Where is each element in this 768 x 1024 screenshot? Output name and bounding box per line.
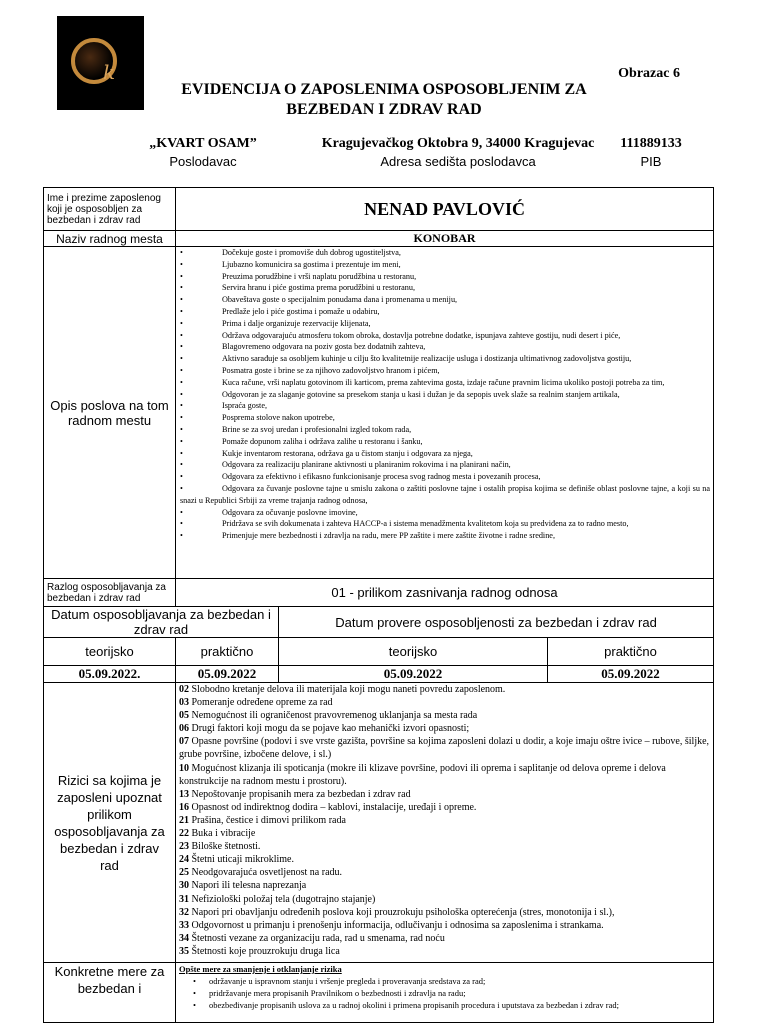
risk-item — [179, 932, 710, 945]
duty-text: Pridržava se svih dokumenata i zahteva HACCP-a i sistema menadžmenta kvalitetom koja su predviđena za to radno mesto, — [222, 519, 629, 529]
risk-text: Štetni uticaji mikroklime. — [191, 854, 294, 866]
employer-address-label: Adresa sedišta poslodavca — [380, 154, 536, 169]
risk-code: 02 — [179, 684, 189, 695]
measures-label: Konkretne mere za bezbedan i — [44, 963, 176, 1023]
duty-text: Održava odgovarajuću atmosferu tokom obroka, dostavlja potrebne dodatke, ispunjava zahteve gostiju, nudi desert i piće, — [222, 330, 621, 340]
duty-item — [180, 530, 710, 542]
duty-text: Odgovara za čuvanje poslovne tajne u smislu zakona o zaštiti poslovne tajne i ostalih propisa kojima se definiše oblast poslovne tajne, a koji su na snazi u Republici Srbiji za vreme trajanja radnog odnosa, — [180, 483, 711, 505]
risk-item — [179, 801, 710, 814]
position-value: KONOBAR — [176, 231, 714, 247]
risk-code: 30 — [179, 880, 189, 892]
risk-text: Nemogućnost ili ograničenost pravovremenog uklanjanja sa mesta rada — [191, 710, 478, 722]
duty-text: Servira hranu i piće gostima prema porudžbini u restoranu, — [222, 283, 416, 293]
duty-item — [180, 330, 710, 342]
bullet-icon: • — [180, 342, 183, 352]
risk-item — [179, 788, 710, 801]
bullet-icon: • — [180, 483, 183, 493]
risk-code: 03 — [179, 697, 189, 709]
title-line-1: EVIDENCIJA O ZAPOSLENIMA OSPOSOBLJENIM ZA — [181, 81, 587, 98]
risk-item — [179, 709, 710, 722]
risk-item — [179, 866, 710, 879]
position-label: Naziv radnog mesta — [44, 231, 176, 247]
bullet-icon: • — [180, 377, 183, 387]
duty-item — [180, 365, 710, 377]
risks-container — [179, 683, 710, 958]
date-header-row — [44, 607, 714, 638]
training-theory-label: teorijsko — [44, 638, 176, 666]
risk-text: Napori ili telesna naprezanja — [191, 880, 307, 892]
risk-text: Napori pri obavljanju određenih poslova koji prouzrokuju psihološka opterećenja (stres, monotonija i sl.), — [191, 906, 615, 918]
duty-item — [180, 282, 710, 294]
duty-item — [180, 294, 710, 306]
training-record-table — [43, 187, 714, 1023]
employee-name: NENAD PAVLOVIĆ — [176, 188, 714, 231]
risk-text: Štetnosti vezane za organizaciju rada, rad u smenama, rad noću — [191, 932, 445, 944]
bullet-icon: • — [180, 389, 183, 399]
risks-label: Rizici sa kojima je zaposleni upoznat prilikom osposobljavanja za bezbedan i zdrav rad — [44, 683, 176, 963]
measures-container — [179, 975, 710, 1011]
risk-item — [179, 735, 710, 761]
bullet-icon: • — [180, 259, 183, 269]
duty-text: Odgovara za očuvanje poslovne imovine, — [222, 507, 358, 517]
risk-code: 32 — [179, 906, 189, 918]
duty-item — [180, 271, 710, 283]
employer-address-block — [318, 136, 598, 169]
duty-text: Kukje inventarom restorana, održava ga u čistom stanju i odgovara za njega, — [222, 448, 473, 458]
risk-text: Mogućnost klizanja ili spoticanja (mokre ili klizave površine, podovi ili oprema i saplitanje od delova opreme i delova konstrukcije na radnom mestu i prostoru). — [179, 762, 666, 787]
duty-item — [180, 247, 710, 259]
risk-item — [179, 722, 710, 735]
training-practice-label: praktično — [176, 638, 279, 666]
bullet-icon: • — [180, 519, 183, 529]
employer-address: Kragujevačkog Oktobra 9, 34000 Kragujevac — [321, 136, 595, 151]
risk-item — [179, 683, 710, 696]
risk-text: Opasnost od indirektnog dodira – kablovi, instalacije, uređaji i opreme. — [191, 801, 477, 813]
duty-item — [180, 412, 710, 424]
check-theory-date: 05.09.2022 — [279, 666, 548, 683]
risk-text: Prašina, čestice i dimovi prilikom rada — [191, 814, 346, 826]
bullet-icon: • — [180, 248, 183, 257]
measures-heading: Opšte mere za smanjenje i otklanjanje rizika — [179, 964, 342, 974]
risk-text: Odgovornost u primanju i prenošenju informacija, odlučivanju i odnosima sa zaposlenima i strankama. — [191, 919, 604, 931]
risk-item — [179, 945, 710, 958]
employer-pib-label: PIB — [640, 154, 662, 169]
check-theory-label: teorijsko — [279, 638, 548, 666]
duty-item — [180, 459, 710, 471]
date-values-row — [44, 666, 714, 683]
risks-list — [176, 683, 714, 963]
risk-item — [179, 919, 710, 932]
risk-code: 10 — [179, 762, 189, 774]
risk-text: Pomeranje određene opreme za rad — [191, 697, 333, 709]
measure-item: • obezbeđivanje propisanih uslova za u radnoj okolini i primena propisanih procedura i uputstava za bezbedan i zdrav rad; — [179, 999, 710, 1011]
bullet-icon: • — [180, 448, 183, 458]
duty-text: Posmatra goste i brine se za njihovo zadovoljstvo hranom i pićem, — [222, 365, 440, 375]
risk-code: 31 — [179, 893, 189, 905]
employer-name-label: Poslodavac — [169, 154, 237, 169]
bullet-icon: • — [180, 330, 183, 340]
reason-label: Razlog osposobljavanja za bezbedan i zdrav rad — [44, 579, 176, 607]
bullet-icon: • — [180, 472, 183, 482]
bullet-icon: • — [180, 295, 183, 305]
risk-item — [179, 696, 710, 709]
date-type-row — [44, 638, 714, 666]
risk-text: Biloške štetnosti. — [191, 841, 261, 853]
employee-label: Ime i prezime zaposlenog koji je osposobljen za bezbedan i zdrav rad — [44, 188, 176, 231]
risk-item — [179, 827, 710, 840]
duty-item — [180, 353, 710, 365]
duty-text: Prima i dalje organizuje rezervacije klijenata, — [222, 318, 371, 328]
duty-item — [180, 259, 710, 271]
risk-code: 07 — [179, 736, 189, 748]
document-title — [0, 80, 768, 120]
duty-text: Brine se za svoj uredan i profesionalni izgled tokom rada, — [222, 424, 412, 434]
bullet-icon: • — [180, 413, 183, 423]
bullet-icon: • — [180, 436, 183, 446]
duty-item — [180, 341, 710, 353]
duty-item — [180, 518, 710, 530]
form-number: Obrazac 6 — [618, 66, 680, 81]
employer-pib-block — [606, 136, 696, 169]
risk-code: 13 — [179, 788, 189, 800]
duty-item — [180, 507, 710, 519]
duty-text: Dočekuje goste i promoviše duh dobrog ugostiteljstva, — [222, 248, 401, 257]
duty-text: Obaveštava goste o specijalnim ponudama dana i promenama u meniju, — [222, 295, 458, 305]
duty-item — [180, 318, 710, 330]
duty-item — [180, 400, 710, 412]
duty-text: Aktivno sarađuje sa osobljem kuhinje u cilju što kvalitetnije realizacije usluga i dostizanja ultimativnog zadovoljstva gostiju, — [222, 354, 632, 364]
bullet-icon: • — [180, 507, 183, 517]
risk-code: 21 — [179, 814, 189, 826]
check-practice-label: praktično — [548, 638, 714, 666]
bullet-icon: • — [180, 401, 183, 411]
risk-item — [179, 906, 710, 919]
risk-item — [179, 853, 710, 866]
risk-text: Slobodno kretanje delova ili materijala koji mogu naneti povredu zaposlenom. — [191, 684, 506, 695]
risk-code: 34 — [179, 932, 189, 944]
risk-code: 23 — [179, 841, 189, 853]
risks-row — [44, 683, 714, 963]
risk-text: Opasne površine (podovi i sve vrste gazišta, površine sa kojima zaposleni dolazi u dodir, a koje imaju oštre ivice – rubove, šiljke, grube površine, izbočene delove, i sl.) — [179, 736, 710, 761]
bullet-icon: • — [180, 271, 183, 281]
bullet-icon: • — [180, 318, 183, 328]
duty-text: Predlaže jelo i piće gostima i pomaže u odabiru, — [222, 306, 380, 316]
position-row — [44, 231, 714, 247]
duty-text: Ispraća goste, — [222, 401, 268, 411]
risk-text: Štetnosti koje prouzrokuju druga lica — [191, 945, 340, 957]
training-date-label: Datum osposobljavanja za bezbedan i zdrav rad — [44, 607, 279, 638]
risk-code: 16 — [179, 801, 189, 813]
duties-container — [180, 247, 710, 542]
employer-pib: 111889133 — [620, 136, 682, 151]
bullet-icon: • — [180, 365, 183, 375]
reason-value: 01 - prilikom zasnivanja radnog odnosa — [176, 579, 714, 607]
risk-text: Neodgovarajuća osvetljenost na radu. — [191, 867, 343, 879]
risk-code: 33 — [179, 919, 189, 931]
reason-row — [44, 579, 714, 607]
training-practice-date: 05.09.2022 — [176, 666, 279, 683]
duty-item — [180, 306, 710, 318]
title-line-2: BEZBEDAN I ZDRAV RAD — [286, 101, 482, 118]
check-date-label: Datum provere osposobljenosti za bezbedan i zdrav rad — [279, 607, 714, 638]
duty-item — [180, 483, 710, 507]
employer-name-block — [118, 136, 288, 169]
training-theory-date: 05.09.2022. — [44, 666, 176, 683]
risk-code: 24 — [179, 854, 189, 866]
duty-item — [180, 436, 710, 448]
check-practice-date: 05.09.2022 — [548, 666, 714, 683]
duty-text: Posprema stolove nakon upotrebe, — [222, 413, 335, 423]
duty-text: Kuca račune, vrši naplatu gotovinom ili karticom, prema zahtevima gosta, izdaje račune pravnim licima ukoliko postoji potreba za tim, — [222, 377, 665, 387]
duty-text: Primenjuje mere bezbednosti i zdravlja na radu, mere PP zaštite i mere zaštite životne i radne sredine, — [222, 531, 555, 541]
risk-item — [179, 762, 710, 788]
bullet-icon: • — [180, 354, 183, 364]
bullet-icon: • — [180, 283, 183, 293]
measure-item: • održavanje u ispravnom stanju i vršenje pregleda i proveravanja sredstava za rad; — [179, 975, 710, 987]
duty-item — [180, 448, 710, 460]
risk-text: Drugi faktori koji mogu da se pojave kao mehanički izvori opasnosti; — [191, 723, 470, 735]
duty-text: Preuzima porudžbine i vrši naplatu porudžbina u restoranu, — [222, 271, 417, 281]
bullet-icon: • — [180, 306, 183, 316]
bullet-icon: • — [180, 424, 183, 434]
logo-text: k — [103, 60, 115, 84]
duty-item — [180, 377, 710, 389]
duty-text: Ljubazno komunicira sa gostima i prezentuje im meni, — [222, 259, 401, 269]
risk-item — [179, 879, 710, 892]
bullet-icon: • — [180, 531, 183, 541]
duty-item — [180, 424, 710, 436]
description-label: Opis poslova na tom radnom mestu — [44, 247, 176, 579]
measure-item: • pridržavanje mera propisanih Pravilnikom o bezbednosti i zdravlja na radu; — [179, 987, 710, 999]
risk-text: Nefiziološki položaj tela (dugotrajno stajanje) — [191, 893, 376, 905]
duty-text: Odgovara za efektivno i efikasno funkcionisanje procesa svog radnog mesta i povezanih procesa, — [222, 472, 541, 482]
risk-code: 05 — [179, 710, 189, 722]
employee-row — [44, 188, 714, 231]
duty-text: Blagovremeno odgovara na poziv gosta bez dodatnih zahteva, — [222, 342, 426, 352]
duty-item — [180, 389, 710, 401]
risk-item — [179, 893, 710, 906]
risk-code: 06 — [179, 723, 189, 735]
risk-item — [179, 814, 710, 827]
risk-text: Nepoštovanje propisanih mera za bezbedan i zdrav rad — [191, 788, 411, 800]
measures-row — [44, 963, 714, 1023]
duty-text: Odgovoran je za slaganje gotovine sa presekom stanja u kasi i dužan je da sepopis uvek slaže sa realnim stanjem artikala, — [222, 389, 620, 399]
duty-item — [180, 471, 710, 483]
risk-text: Buka i vibracije — [191, 828, 256, 840]
duties-list — [176, 247, 714, 579]
risk-item — [179, 840, 710, 853]
duty-text: Pomaže dopunom zaliha i održava zalihe u restoranu i šanku, — [222, 436, 423, 446]
measures-list — [176, 963, 714, 1023]
employer-name: „KVART OSAM” — [149, 136, 257, 151]
bullet-icon: • — [180, 460, 183, 470]
risk-code: 35 — [179, 945, 189, 957]
duty-text: Odgovara za realizaciju planirane aktivnosti u planiranim rokovima i na planirani način, — [222, 460, 511, 470]
risk-code: 25 — [179, 867, 189, 879]
risk-code: 22 — [179, 828, 189, 840]
description-row — [44, 247, 714, 579]
